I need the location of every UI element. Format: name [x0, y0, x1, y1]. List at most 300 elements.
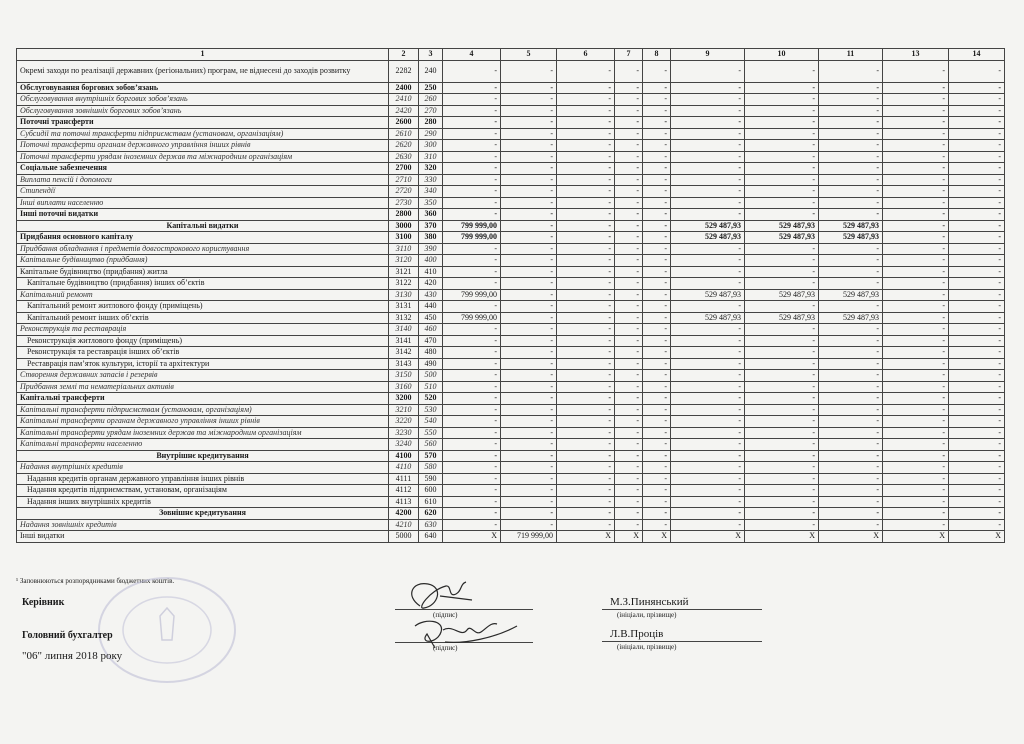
value-cell: - [557, 485, 615, 497]
value-cell: - [557, 473, 615, 485]
value-cell: - [819, 60, 883, 82]
value-cell: - [643, 358, 671, 370]
value-cell: - [615, 347, 643, 359]
official-stamp [92, 570, 242, 690]
value-cell: - [643, 301, 671, 313]
table-row [17, 358, 1005, 370]
value-cell: - [615, 289, 643, 301]
value-cell: - [671, 393, 745, 405]
row-code: 3122 [389, 278, 419, 290]
value-cell: - [643, 243, 671, 255]
value-cell: - [501, 289, 557, 301]
value-cell: - [557, 105, 615, 117]
value-cell: - [615, 473, 643, 485]
row-code: 4111 [389, 473, 419, 485]
value-cell: - [615, 105, 643, 117]
row-name: Капітальні трансферти населенню [17, 439, 389, 451]
value-cell: - [501, 60, 557, 82]
value-cell: - [643, 312, 671, 324]
table-row [17, 462, 1005, 474]
value-cell: - [501, 347, 557, 359]
value-cell: - [557, 508, 615, 520]
value-cell: - [671, 140, 745, 152]
value-cell: - [615, 278, 643, 290]
row-name: Виплата пенсій і допомоги [17, 174, 389, 186]
value-cell: - [643, 347, 671, 359]
value-cell: - [501, 151, 557, 163]
value-cell: - [643, 416, 671, 428]
table-row [17, 473, 1005, 485]
row-name: Обслуговування зовнішніх боргових зобов’язань [17, 105, 389, 117]
value-cell: - [557, 496, 615, 508]
row-code: 2710 [389, 174, 419, 186]
column-header: 8 [643, 49, 671, 61]
value-cell: - [615, 232, 643, 244]
value-cell: - [671, 427, 745, 439]
value-cell: - [557, 439, 615, 451]
value-cell: - [443, 60, 501, 82]
value-cell: - [883, 278, 949, 290]
row-line-code: 340 [419, 186, 443, 198]
value-cell: - [615, 151, 643, 163]
value-cell: 529 487,93 [745, 220, 819, 232]
value-cell: - [443, 358, 501, 370]
value-cell: - [615, 312, 643, 324]
value-cell: - [883, 519, 949, 531]
value-cell: - [745, 301, 819, 313]
value-cell: - [745, 266, 819, 278]
value-cell: - [501, 174, 557, 186]
row-line-code: 570 [419, 450, 443, 462]
value-cell: - [443, 439, 501, 451]
row-name: Придбання обладнання і предметів довгострокового користування [17, 243, 389, 255]
value-cell: - [643, 128, 671, 140]
value-cell: - [883, 128, 949, 140]
row-name: Капітальне будівництво (придбання) інших об’єктів [17, 278, 389, 290]
value-cell: 529 487,93 [819, 220, 883, 232]
value-cell: - [819, 381, 883, 393]
value-cell: - [557, 117, 615, 129]
value-cell: - [557, 186, 615, 198]
value-cell: - [819, 496, 883, 508]
row-name: Капітальні трансферти урядам іноземних держав та міжнародним організаціям [17, 427, 389, 439]
row-code: 3132 [389, 312, 419, 324]
table-row [17, 151, 1005, 163]
table-row [17, 289, 1005, 301]
value-cell: - [949, 404, 1005, 416]
value-cell: - [615, 174, 643, 186]
value-cell: - [883, 393, 949, 405]
value-cell: - [745, 404, 819, 416]
value-cell: - [949, 496, 1005, 508]
value-cell: - [501, 312, 557, 324]
value-cell: - [671, 381, 745, 393]
value-cell: - [557, 82, 615, 94]
value-cell: - [745, 358, 819, 370]
value-cell: - [949, 243, 1005, 255]
row-name: Надання внутрішніх кредитів [17, 462, 389, 474]
value-cell: - [615, 128, 643, 140]
value-cell: - [443, 163, 501, 175]
value-cell: - [819, 358, 883, 370]
value-cell: - [883, 370, 949, 382]
value-cell: - [745, 60, 819, 82]
row-line-code: 530 [419, 404, 443, 416]
accountant-name: Л.В.Проців [610, 628, 664, 640]
value-cell: - [819, 174, 883, 186]
value-cell: - [949, 462, 1005, 474]
value-cell: - [949, 232, 1005, 244]
value-cell: - [671, 105, 745, 117]
value-cell: - [949, 209, 1005, 221]
row-code: 3143 [389, 358, 419, 370]
value-cell: - [615, 117, 643, 129]
value-cell: - [557, 519, 615, 531]
value-cell: - [745, 140, 819, 152]
row-line-code: 260 [419, 94, 443, 106]
table-row [17, 508, 1005, 520]
table-row [17, 439, 1005, 451]
value-cell: - [949, 301, 1005, 313]
value-cell: - [745, 243, 819, 255]
value-cell: - [557, 416, 615, 428]
value-cell: - [745, 519, 819, 531]
value-cell: - [819, 105, 883, 117]
value-cell: - [643, 439, 671, 451]
row-code: 3200 [389, 393, 419, 405]
value-cell: - [557, 312, 615, 324]
value-cell: - [443, 427, 501, 439]
value-cell: - [557, 301, 615, 313]
value-cell: - [557, 243, 615, 255]
value-cell: - [883, 416, 949, 428]
value-cell: X [557, 531, 615, 543]
row-line-code: 370 [419, 220, 443, 232]
value-cell: - [443, 347, 501, 359]
column-header: 2 [389, 49, 419, 61]
row-code: 3220 [389, 416, 419, 428]
row-line-code: 390 [419, 243, 443, 255]
row-name: Придбання землі та нематеріальних активів [17, 381, 389, 393]
value-cell: - [671, 335, 745, 347]
value-cell: - [615, 243, 643, 255]
value-cell: - [671, 404, 745, 416]
value-cell: - [615, 358, 643, 370]
value-cell: - [745, 209, 819, 221]
value-cell: - [501, 266, 557, 278]
value-cell: - [671, 416, 745, 428]
value-cell: 799 999,00 [443, 220, 501, 232]
value-cell: - [745, 416, 819, 428]
row-line-code: 320 [419, 163, 443, 175]
row-code: 4210 [389, 519, 419, 531]
value-cell: - [745, 439, 819, 451]
value-cell: - [949, 151, 1005, 163]
value-cell: - [615, 519, 643, 531]
value-cell: X [643, 531, 671, 543]
value-cell: - [643, 462, 671, 474]
column-header: 9 [671, 49, 745, 61]
value-cell: - [949, 94, 1005, 106]
value-cell: - [671, 508, 745, 520]
value-cell: - [501, 416, 557, 428]
value-cell: - [671, 324, 745, 336]
value-cell: - [557, 128, 615, 140]
column-header: 11 [819, 49, 883, 61]
value-cell: - [883, 324, 949, 336]
value-cell: - [501, 404, 557, 416]
value-cell: - [557, 335, 615, 347]
value-cell: - [557, 358, 615, 370]
value-cell: - [949, 381, 1005, 393]
head-label: Керівник [22, 597, 65, 608]
value-cell: - [443, 255, 501, 267]
row-line-code: 250 [419, 82, 443, 94]
value-cell: - [671, 473, 745, 485]
accountant-name-caption: (ініціали, прізвище) [617, 643, 677, 651]
value-cell: - [949, 255, 1005, 267]
row-line-code: 490 [419, 358, 443, 370]
row-code: 3240 [389, 439, 419, 451]
row-name: Створення державних запасів і резервів [17, 370, 389, 382]
row-name: Інші видатки [17, 531, 389, 543]
row-line-code: 640 [419, 531, 443, 543]
column-header: 14 [949, 49, 1005, 61]
row-name: Надання зовнішніх кредитів [17, 519, 389, 531]
value-cell: - [819, 485, 883, 497]
row-name: Внутрішнє кредитування [17, 450, 389, 462]
value-cell: - [443, 151, 501, 163]
value-cell: - [671, 370, 745, 382]
value-cell: - [443, 209, 501, 221]
value-cell: - [501, 197, 557, 209]
value-cell: - [671, 301, 745, 313]
value-cell: - [443, 370, 501, 382]
value-cell: - [745, 496, 819, 508]
value-cell: - [443, 381, 501, 393]
value-cell: - [883, 381, 949, 393]
row-name: Капітальний ремонт інших об’єктів [17, 312, 389, 324]
row-name: Реконструкція житлового фонду (приміщень) [17, 335, 389, 347]
row-code: 2600 [389, 117, 419, 129]
value-cell: - [819, 255, 883, 267]
value-cell: - [557, 255, 615, 267]
row-name: Надання кредитів органам державного управління інших рівнів [17, 473, 389, 485]
table-row [17, 266, 1005, 278]
value-cell: - [883, 186, 949, 198]
row-line-code: 480 [419, 347, 443, 359]
value-cell: - [745, 347, 819, 359]
row-code: 3140 [389, 324, 419, 336]
table-row [17, 404, 1005, 416]
value-cell: - [883, 82, 949, 94]
value-cell: - [643, 508, 671, 520]
value-cell: - [501, 94, 557, 106]
table-row [17, 60, 1005, 82]
value-cell: - [557, 289, 615, 301]
value-cell: - [949, 335, 1005, 347]
row-code: 2610 [389, 128, 419, 140]
row-code: 5000 [389, 531, 419, 543]
value-cell: - [949, 60, 1005, 82]
column-header: 5 [501, 49, 557, 61]
value-cell: - [443, 186, 501, 198]
value-cell: - [671, 462, 745, 474]
row-name: Інші поточні видатки [17, 209, 389, 221]
value-cell: - [557, 370, 615, 382]
value-cell: - [883, 347, 949, 359]
row-line-code: 310 [419, 151, 443, 163]
row-name: Капітальні видатки [17, 220, 389, 232]
table-row [17, 186, 1005, 198]
value-cell: - [745, 255, 819, 267]
value-cell: - [643, 105, 671, 117]
table-row [17, 232, 1005, 244]
value-cell: - [643, 393, 671, 405]
head-signature [400, 576, 490, 618]
value-cell: - [819, 278, 883, 290]
value-cell: - [671, 186, 745, 198]
value-cell: - [501, 393, 557, 405]
value-cell: - [443, 105, 501, 117]
value-cell: - [501, 117, 557, 129]
value-cell: - [949, 82, 1005, 94]
value-cell: - [745, 462, 819, 474]
value-cell: - [557, 163, 615, 175]
value-cell: - [883, 140, 949, 152]
row-code: 2410 [389, 94, 419, 106]
value-cell: - [883, 94, 949, 106]
value-cell: 529 487,93 [819, 312, 883, 324]
value-cell: - [949, 485, 1005, 497]
value-cell: - [615, 186, 643, 198]
row-line-code: 330 [419, 174, 443, 186]
value-cell: - [819, 439, 883, 451]
value-cell: - [643, 381, 671, 393]
row-name: Капітальний ремонт житлового фонду (приміщень) [17, 301, 389, 313]
row-line-code: 280 [419, 117, 443, 129]
value-cell: - [615, 220, 643, 232]
value-cell: X [443, 531, 501, 543]
row-name: Зовнішнє кредитування [17, 508, 389, 520]
value-cell: - [501, 278, 557, 290]
value-cell: - [745, 324, 819, 336]
value-cell: - [557, 60, 615, 82]
value-cell: - [501, 82, 557, 94]
value-cell: - [557, 266, 615, 278]
table-row [17, 335, 1005, 347]
value-cell: - [949, 439, 1005, 451]
value-cell: - [949, 312, 1005, 324]
row-code: 3131 [389, 301, 419, 313]
value-cell: - [819, 209, 883, 221]
value-cell: - [671, 278, 745, 290]
row-code: 3121 [389, 266, 419, 278]
table-row [17, 163, 1005, 175]
value-cell: - [883, 105, 949, 117]
value-cell: - [745, 393, 819, 405]
value-cell: - [643, 496, 671, 508]
table-row [17, 450, 1005, 462]
value-cell: - [443, 393, 501, 405]
row-code: 4113 [389, 496, 419, 508]
value-cell: - [557, 450, 615, 462]
value-cell: - [501, 485, 557, 497]
value-cell: - [557, 462, 615, 474]
value-cell: X [949, 531, 1005, 543]
table-row [17, 381, 1005, 393]
row-name: Інші виплати населенню [17, 197, 389, 209]
value-cell: - [819, 301, 883, 313]
value-cell: - [819, 266, 883, 278]
value-cell: - [643, 289, 671, 301]
value-cell: - [501, 140, 557, 152]
column-header: 13 [883, 49, 949, 61]
value-cell: - [643, 450, 671, 462]
value-cell: - [819, 508, 883, 520]
row-name: Капітальний ремонт [17, 289, 389, 301]
table-row [17, 220, 1005, 232]
table-row [17, 140, 1005, 152]
value-cell: - [671, 128, 745, 140]
value-cell: - [643, 174, 671, 186]
value-cell: - [501, 519, 557, 531]
value-cell: - [949, 508, 1005, 520]
value-cell: - [949, 105, 1005, 117]
value-cell: - [643, 209, 671, 221]
accountant-name-line [602, 641, 762, 642]
value-cell: - [557, 209, 615, 221]
value-cell: - [557, 232, 615, 244]
value-cell: - [819, 117, 883, 129]
value-cell: - [557, 404, 615, 416]
row-line-code: 430 [419, 289, 443, 301]
row-code: 4112 [389, 485, 419, 497]
value-cell: - [671, 266, 745, 278]
value-cell: - [557, 174, 615, 186]
value-cell: - [501, 186, 557, 198]
table-header-row [17, 49, 1005, 61]
value-cell: - [557, 278, 615, 290]
row-line-code: 630 [419, 519, 443, 531]
column-header: 4 [443, 49, 501, 61]
value-cell: - [819, 186, 883, 198]
value-cell: - [883, 151, 949, 163]
value-cell: - [643, 151, 671, 163]
row-name: Реставрація пам’яток культури, історії та архітектури [17, 358, 389, 370]
table-row [17, 370, 1005, 382]
value-cell: - [671, 439, 745, 451]
row-code: 2630 [389, 151, 419, 163]
value-cell: - [819, 473, 883, 485]
row-name: Субсидії та поточні трансферти підприємствам (установам, організаціям) [17, 128, 389, 140]
row-line-code: 290 [419, 128, 443, 140]
value-cell: - [501, 232, 557, 244]
value-cell: - [671, 174, 745, 186]
value-cell: - [745, 151, 819, 163]
column-header: 10 [745, 49, 819, 61]
value-cell: - [883, 496, 949, 508]
value-cell: - [883, 312, 949, 324]
value-cell: - [643, 117, 671, 129]
value-cell: - [615, 209, 643, 221]
row-name: Реконструкція та реставрація [17, 324, 389, 336]
row-code: 4100 [389, 450, 419, 462]
value-cell: - [643, 266, 671, 278]
row-line-code: 550 [419, 427, 443, 439]
row-line-code: 350 [419, 197, 443, 209]
table-row [17, 301, 1005, 313]
